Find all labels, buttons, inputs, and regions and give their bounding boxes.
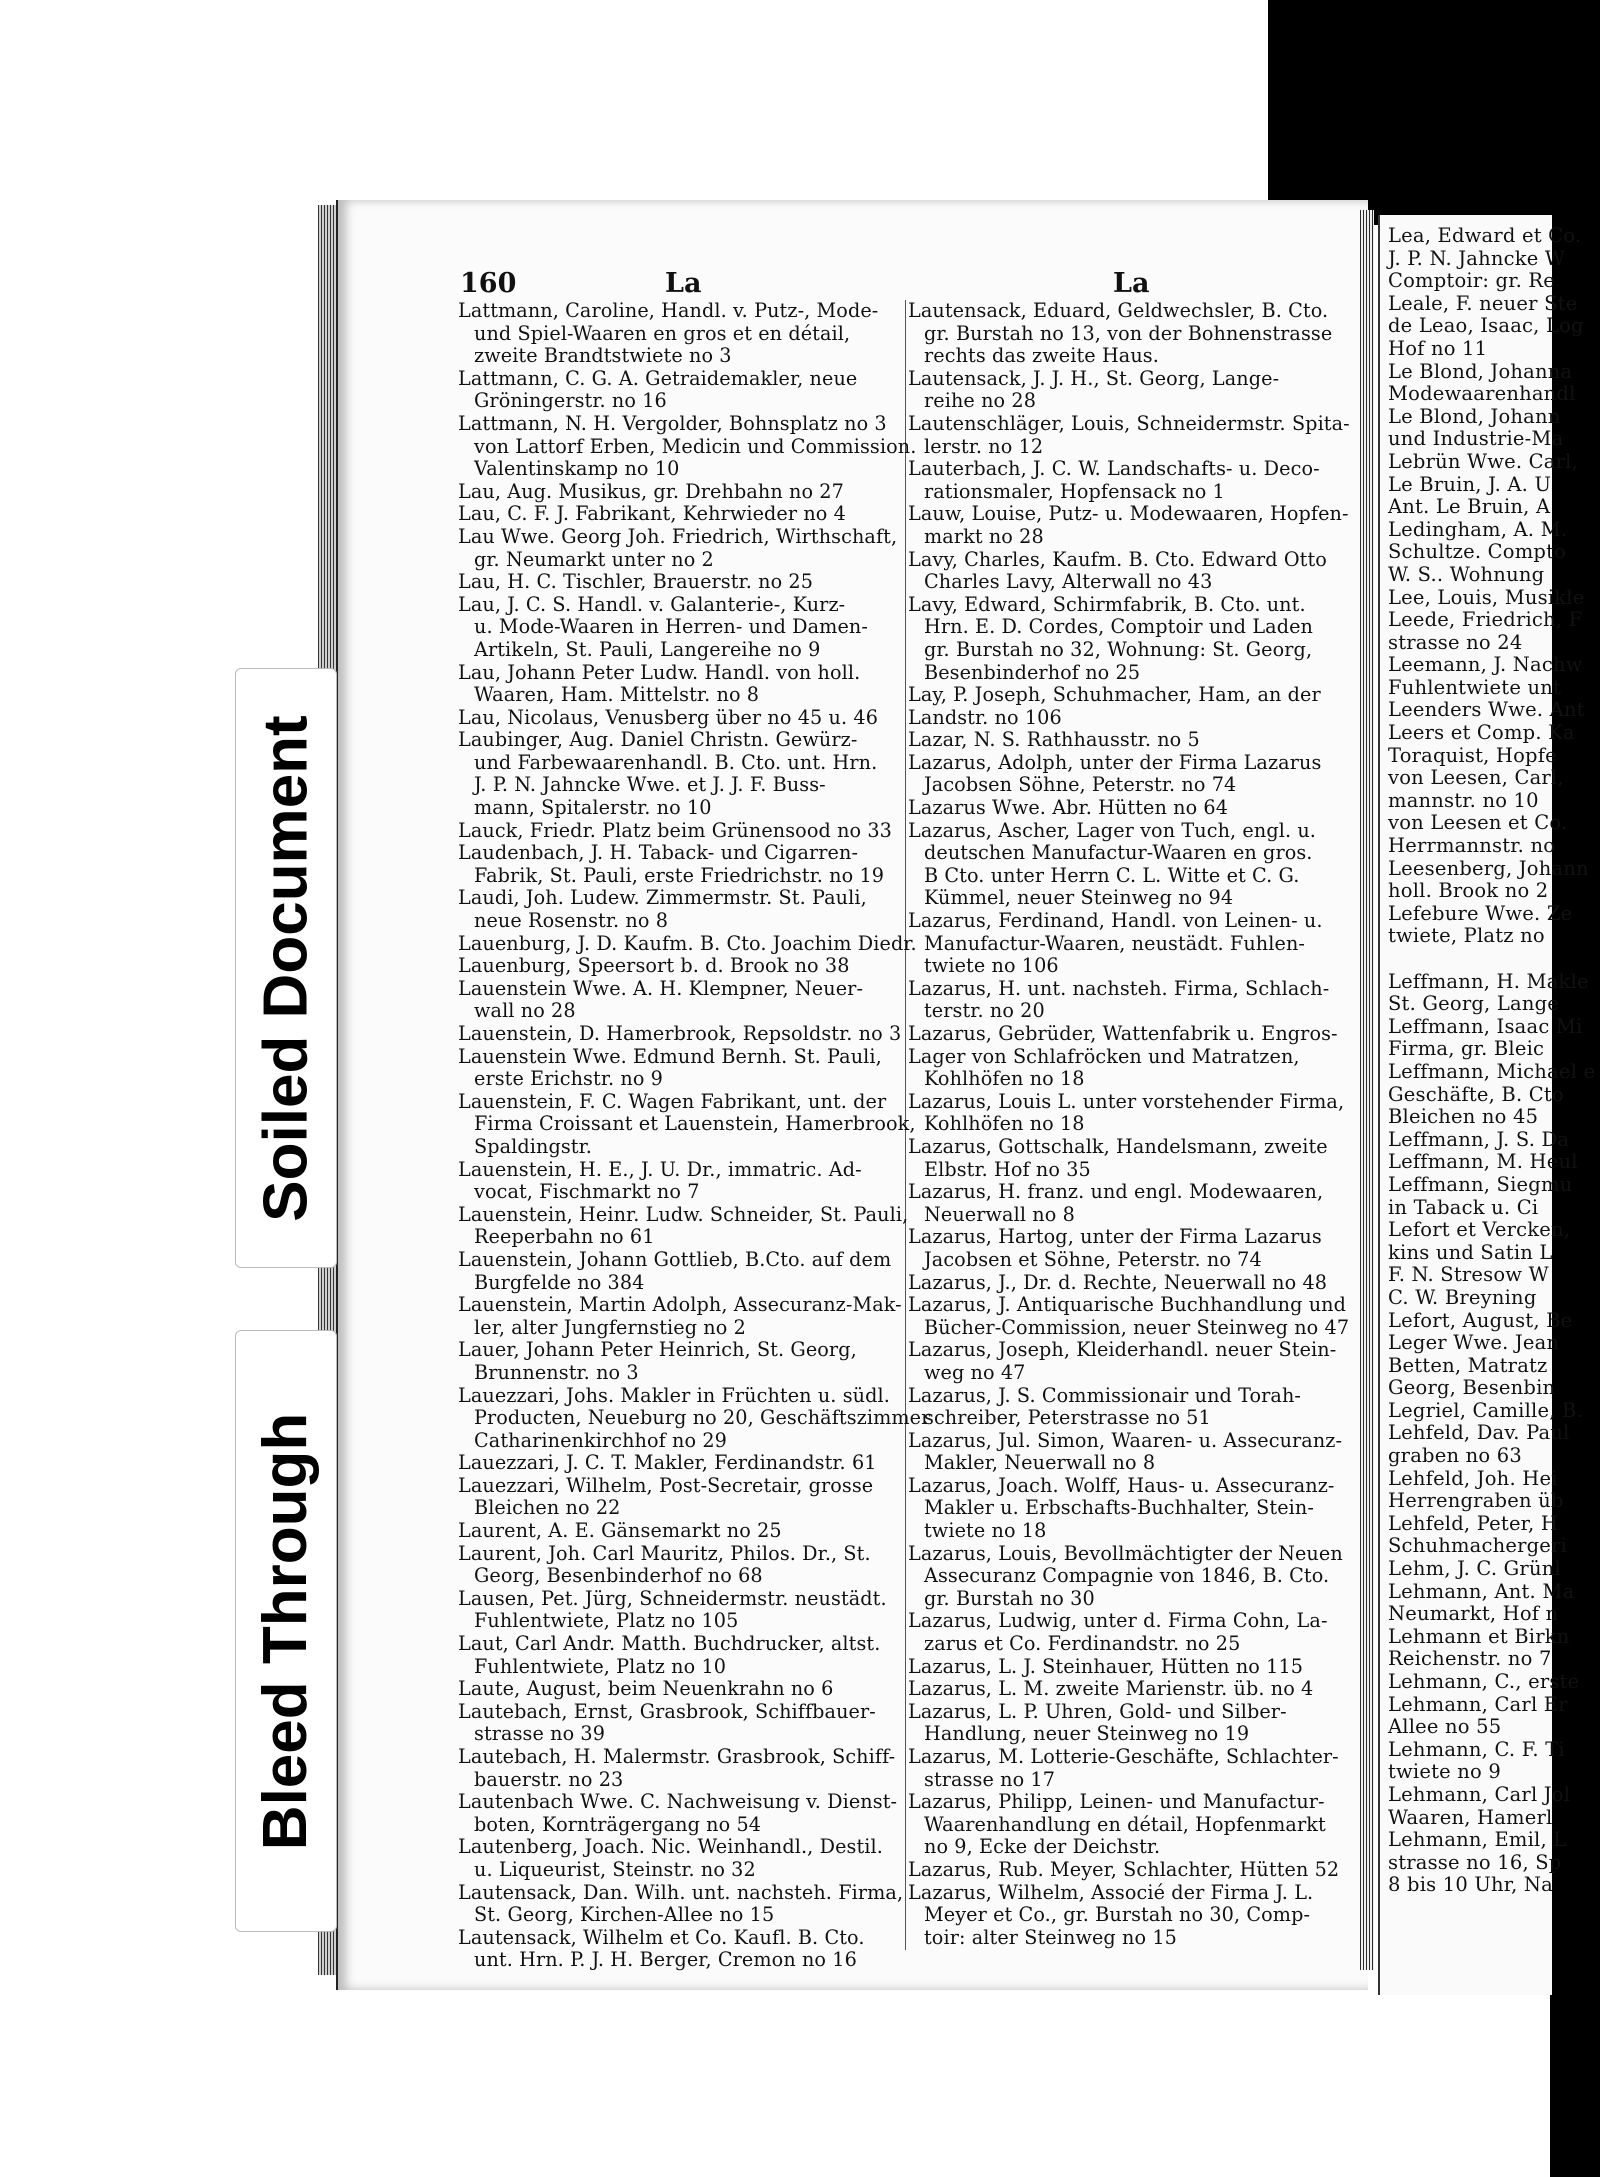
soiled-document-text: Soiled Document: [251, 714, 321, 1222]
facing-entry-line: Lehmann, Ant. Ma: [1388, 1579, 1575, 1603]
entry-line: unt. Hrn. P. J. H. Berger, Cremon no 16: [474, 1948, 857, 1972]
facing-entry-line: Lehfeld, Dav. Paul: [1388, 1421, 1570, 1445]
facing-entry-line: Waaren, Hamerl: [1388, 1805, 1553, 1829]
entry-line: Lazarus, Adolph, unter der Firma Lazarus: [908, 750, 1322, 774]
entry-line: Lauterbach, J. C. W. Landschafts- u. Deco-: [908, 457, 1320, 481]
entry-line: Producten, Neueburg no 20, Geschäftszimmer: [474, 1406, 931, 1430]
facing-page-text: [1388, 225, 1595, 1897]
facing-entry-line: und Industrie-Ma: [1388, 427, 1564, 451]
entry-line: twiete no 18: [924, 1519, 1047, 1543]
entry-line: Lazarus, Gebrüder, Wattenfabrik u. Engros-: [908, 1022, 1338, 1045]
entry-line: Georg, Besenbinderhof no 68: [474, 1564, 763, 1588]
left-column: [458, 299, 931, 1972]
entry-line: Jacobsen Söhne, Peterstr. no 74: [924, 773, 1237, 797]
entry-line: Elbstr. Hof no 35: [924, 1157, 1091, 1181]
entry-line: Lau, C. F. J. Fabrikant, Kehrwieder no 4: [458, 502, 846, 526]
entry-line: Waarenhandlung en détail, Hopfenmarkt: [924, 1812, 1326, 1836]
entry-line: Lauenburg, Speersort b. d. Brook no 38: [458, 954, 850, 978]
facing-entry-line: twiete, Platz no: [1388, 924, 1545, 948]
entry-line: bauerstr. no 23: [474, 1767, 624, 1791]
entry-line: Lazarus, L. M. zweite Marienstr. üb. no 4: [908, 1677, 1314, 1701]
entry-line: Lay, P. Joseph, Schuhmacher, Ham, an der: [908, 683, 1321, 707]
facing-entry-line: in Taback u. Ci: [1388, 1195, 1539, 1219]
facing-entry-line: twiete no 9: [1388, 1760, 1501, 1784]
facing-entry-line: [1388, 948, 1595, 971]
facing-entry-line: Bleichen no 45: [1388, 1105, 1539, 1129]
facing-entry-line: Legriel, Camille, B.: [1388, 1398, 1583, 1422]
entry-line: Fabrik, St. Pauli, erste Friedrichstr. no 19: [474, 863, 885, 887]
entry-line: gr. Neumarkt unter no 2: [474, 547, 714, 571]
entry-line: ler, alter Jungfernstieg no 2: [474, 1315, 746, 1339]
facing-page-fragment: [1378, 215, 1596, 1995]
facing-entry-line: Comptoir: gr. Re: [1388, 269, 1556, 293]
entry-line: Meyer et Co., gr. Burstah no 30, Comp-: [924, 1903, 1311, 1927]
entry-line: Lauezzari, J. C. T. Makler, Ferdinandstr. 61: [458, 1451, 877, 1475]
entry-line: gr. Burstah no 32, Wohnung: St. Georg,: [924, 637, 1313, 661]
facing-entry-line: Betten, Matratz: [1388, 1353, 1548, 1377]
entry-line: Makler, Neuerwall no 8: [924, 1451, 1156, 1475]
entry-line: u. Mode-Waaren in Herren- und Damen-: [474, 615, 868, 639]
running-header-left: La: [665, 268, 702, 299]
facing-entry-line: Leale, F. neuer Ste: [1388, 291, 1578, 315]
facing-entry-line: Lehmann, Carl Er: [1388, 1692, 1568, 1716]
facing-entry-line: Geschäfte, B. Cto: [1388, 1082, 1564, 1106]
entry-line: Handlung, neuer Steinweg no 19: [924, 1722, 1250, 1746]
entry-line: Lazarus, Ascher, Lager von Tuch, engl. u.: [908, 818, 1317, 842]
entry-line: Lavy, Edward, Schirmfabrik, B. Cto. unt.: [908, 592, 1306, 616]
entry-line: Lau Wwe. Georg Joh. Friedrich, Wirthschaft,: [458, 524, 898, 548]
entry-line: Lazarus, M. Lotterie-Geschäfte, Schlachter-: [908, 1745, 1339, 1768]
entry-line: Lau, Johann Peter Ludw. Handl. von holl.: [458, 660, 861, 684]
facing-entry-line: Leenders Wwe. Ant: [1388, 698, 1585, 722]
entry-line: Lazarus, Philipp, Leinen- und Manufactur-: [908, 1790, 1325, 1814]
facing-entry-line: Le Blond, Johanna: [1388, 359, 1573, 383]
facing-entry-line: Lehfeld, Peter, H: [1388, 1511, 1559, 1535]
entry-line: Spaldingstr.: [474, 1134, 592, 1158]
facing-entry-line: Leffmann, J. S. Da: [1388, 1127, 1570, 1151]
entry-line: Lautenbach Wwe. C. Nachweisung v. Dienst-: [458, 1790, 898, 1814]
bleed-through-label: [235, 1330, 337, 1932]
entry-line: Lazarus, Louis L. unter vorstehender Firma,: [908, 1089, 1345, 1113]
facing-entry-line: Leger Wwe. Jean: [1388, 1331, 1560, 1355]
entry-line: mann, Spitalerstr. no 10: [474, 796, 712, 820]
facing-entry-line: Ledingham, A. M.: [1388, 517, 1568, 541]
entry-line: no 9, Ecke der Deichstr.: [924, 1835, 1161, 1859]
facing-entry-line: holl. Brook no 2: [1388, 879, 1549, 903]
facing-entry-line: von Leesen et Co.: [1388, 811, 1568, 835]
facing-entry-line: Schuhmachergeri: [1388, 1534, 1567, 1558]
entry-line: Fuhlentwiete, Platz no 105: [474, 1609, 739, 1633]
entry-line: Bleichen no 22: [474, 1496, 621, 1520]
facing-entry-line: Leffmann, H. Makle: [1388, 969, 1589, 993]
facing-entry-line: Herrengraben üb: [1388, 1489, 1564, 1513]
soiled-document-label: [235, 668, 337, 1268]
entry-line: rationsmaler, Hopfensack no 1: [924, 479, 1225, 503]
facing-entry-line: Lefort et Vercken,: [1388, 1218, 1571, 1242]
facing-entry-line: Lehm, J. C. Grünl: [1388, 1557, 1561, 1581]
facing-entry-line: Leesenberg, Johann: [1388, 856, 1589, 880]
facing-entry-line: Firma, gr. Bleic: [1388, 1037, 1545, 1061]
entry-line: Lazarus, Louis, Bevollmächtigter der Neuen: [908, 1541, 1343, 1565]
facing-entry-line: Ant. Le Bruin, A: [1388, 495, 1551, 519]
entry-line: Lazarus, Ferdinand, Handl. von Leinen- u.: [908, 909, 1323, 933]
facing-entry-line: Schultze. Compto: [1388, 540, 1567, 564]
facing-entry-line: von Leesen, Carl,: [1388, 766, 1564, 790]
entry-line: Lautensack, Dan. Wilh. unt. nachsteh. Firma,: [458, 1880, 904, 1904]
facing-entry-line: Leffmann, M. Heul: [1388, 1150, 1578, 1174]
entry-line: Lazarus, Joach. Wolff, Haus- u. Assecuranz-: [908, 1473, 1335, 1497]
entry-line: zarus et Co. Ferdinandstr. no 25: [924, 1632, 1241, 1656]
entry-line: Lau, J. C. S. Handl. v. Galanterie-, Kurz-: [458, 592, 846, 616]
entry-line: Lauenstein Wwe. Edmund Bernh. St. Pauli,: [458, 1044, 882, 1068]
entry-line: Lautensack, Wilhelm et Co. Kaufl. B. Cto.: [458, 1925, 865, 1949]
entry-line: Brunnenstr. no 3: [474, 1360, 639, 1384]
entry-line: Assecuranz Compagnie von 1846, B. Cto.: [924, 1564, 1330, 1588]
entry-line: Lau, Aug. Musikus, gr. Drehbahn no 27: [458, 479, 844, 503]
running-header-right: La: [1113, 268, 1150, 299]
facing-entry-line: Allee no 55: [1388, 1715, 1502, 1739]
entry-line: zweite Brandtstwiete no 3: [474, 344, 732, 368]
entry-line: Lazarus, J., Dr. d. Rechte, Neuerwall no 48: [908, 1270, 1328, 1294]
entry-line: Lauenstein, Johann Gottlieb, B.Cto. auf dem: [458, 1247, 892, 1271]
page-number: 160: [460, 268, 517, 299]
entry-line: reihe no 28: [924, 389, 1036, 413]
entry-line: twiete no 106: [924, 954, 1059, 978]
entry-line: Lau, Nicolaus, Venusberg über no 45 u. 46: [458, 705, 879, 729]
facing-entry-line: Leemann, J. Nachw: [1388, 653, 1583, 677]
entry-line: Laurent, A. E. Gänsemarkt no 25: [458, 1519, 782, 1543]
entry-line: Burgfelde no 384: [474, 1270, 645, 1294]
entry-line: Valentinskamp no 10: [474, 457, 680, 481]
facing-entry-line: Georg, Besenbin: [1388, 1376, 1556, 1400]
right-column: [908, 300, 1360, 1949]
entry-line: Lazarus, Wilhelm, Associé der Firma J. L.: [908, 1880, 1314, 1904]
entry-line: Kohlhöfen no 18: [924, 1067, 1085, 1091]
facing-entry-line: Lee, Louis, Musikle: [1388, 585, 1585, 609]
facing-entry-line: Herrmannstr. no: [1388, 834, 1556, 858]
entry-line: Laurent, Joh. Carl Mauritz, Philos. Dr., St.: [458, 1541, 871, 1565]
entry-line: gr. Burstah no 30: [924, 1586, 1095, 1610]
entry-line: Lautenschläger, Louis, Schneidermstr. Spita-: [908, 411, 1350, 435]
entry-line: Waaren, Ham. Mittelstr. no 8: [474, 683, 760, 707]
entry-line: Hrn. E. D. Cordes, Comptoir und Laden: [924, 615, 1314, 639]
facing-entry-line: Lehmann, Carl Jol: [1388, 1782, 1571, 1806]
entry-line: Kümmel, neuer Steinweg no 94: [924, 886, 1234, 910]
entry-line: Artikeln, St. Pauli, Langereihe no 9: [474, 637, 821, 661]
entry-line: Lausen, Pet. Jürg, Schneidermstr. neustädt.: [458, 1586, 887, 1610]
facing-entry-line: Leffmann, Michael e: [1388, 1059, 1596, 1083]
entry-line: Lavy, Charles, Kaufm. B. Cto. Edward Otto: [908, 547, 1327, 571]
entry-line: Lazarus, L. P. Uhren, Gold- und Silber-: [908, 1699, 1287, 1723]
entry-line: Manufactur-Waaren, neustädt. Fuhlen-: [924, 931, 1305, 955]
entry-line: Lautebach, Ernst, Grasbrook, Schiffbauer-: [458, 1699, 876, 1723]
entry-line: Lazarus, Rub. Meyer, Schlachter, Hütten 52: [908, 1857, 1340, 1881]
entry-line: Jacobsen et Söhne, Peterstr. no 74: [924, 1247, 1262, 1271]
facing-entry-line: Hof no 11: [1388, 336, 1488, 360]
entry-line: Lazarus Wwe. Abr. Hütten no 64: [908, 796, 1229, 820]
facing-entry-line: Reichenstr. no 7: [1388, 1647, 1552, 1671]
facing-entry-line: graben no 63: [1388, 1444, 1522, 1468]
entry-line: strasse no 17: [924, 1767, 1056, 1791]
entry-line: erste Erichstr. no 9: [474, 1067, 663, 1091]
entry-line: Lauenstein, D. Hamerbrook, Repsoldstr. no 3: [458, 1022, 902, 1045]
entry-line: u. Liqueurist, Steinstr. no 32: [474, 1857, 756, 1881]
facing-entry-line: Lehmann et Birkn: [1388, 1624, 1570, 1648]
facing-entry-line: Le Blond, Johann: [1388, 404, 1561, 428]
entry-line: Lazarus, H. franz. und engl. Modewaaren,: [908, 1180, 1324, 1204]
facing-entry-line: Leffmann, Siegmu: [1388, 1172, 1573, 1196]
facing-entry-line: strasse no 16, Sp: [1388, 1850, 1562, 1874]
entry-line: Lau, H. C. Tischler, Brauerstr. no 25: [458, 570, 814, 594]
entry-line: Lautensack, Eduard, Geldwechsler, B. Cto.: [908, 299, 1329, 322]
bleed-through-text: Bleed Through: [251, 1412, 321, 1850]
facing-entry-line: strasse no 24: [1388, 630, 1523, 654]
entry-line: neue Rosenstr. no 8: [474, 909, 669, 933]
entry-line: Lazarus, Gottschalk, Handelsmann, zweite: [908, 1134, 1328, 1158]
entry-line: Lauenstein, F. C. Wagen Fabrikant, unt. der: [458, 1089, 887, 1113]
facing-entry-line: Leers et Comp. Ka: [1388, 721, 1575, 745]
entry-line: Fuhlentwiete, Platz no 10: [474, 1654, 727, 1678]
entry-line: Lazarus, Jul. Simon, Waaren- u. Assecuranz-: [908, 1428, 1343, 1452]
entry-line: Lazarus, Ludwig, unter d. Firma Cohn, La-: [908, 1609, 1328, 1633]
facing-entry-line: Leede, Friedrich, F: [1388, 608, 1583, 632]
entry-line: Lauenstein, Heinr. Ludw. Schneider, St. Pauli,: [458, 1202, 909, 1226]
facing-entry-line: Lefort, August, Be: [1388, 1308, 1573, 1332]
facing-entry-line: Lefebure Wwe. Ze: [1388, 901, 1573, 925]
entry-line: Bücher-Commission, neuer Steinweg no 47: [924, 1315, 1350, 1339]
facing-entry-line: Le Bruin, J. A. U: [1388, 472, 1552, 496]
entry-line: Laudenbach, J. H. Taback- und Cigarren-: [458, 841, 859, 865]
entry-line: deutschen Manufactur-Waaren en gros.: [924, 841, 1313, 865]
entry-line: Lauezzari, Wilhelm, Post-Secretair, grosse: [458, 1473, 874, 1497]
entry-line: Lautenberg, Joach. Nic. Weinhandl., Destil.: [458, 1835, 883, 1859]
entry-line: Lazarus, Joseph, Kleiderhandl. neuer Stein-: [908, 1338, 1337, 1362]
entry-line: B Cto. unter Herrn C. L. Witte et C. G.: [924, 863, 1300, 887]
entry-line: und Spiel-Waaren en gros et en détail,: [474, 321, 851, 345]
entry-line: Lauck, Friedr. Platz beim Grünensood no 33: [458, 818, 892, 842]
entry-line: Landstr. no 106: [908, 705, 1062, 729]
entry-line: Lattmann, N. H. Vergolder, Bohnsplatz no 3: [458, 411, 887, 435]
facing-entry-line: W. S.. Wohnung: [1388, 562, 1545, 586]
entry-line: Laut, Carl Andr. Matth. Buchdrucker, altst.: [458, 1632, 881, 1656]
entry-line: Lattmann, Caroline, Handl. v. Putz-, Mode-: [458, 299, 879, 322]
entry-line: terstr. no 20: [924, 999, 1045, 1023]
facing-entry-line: 8 bis 10 Uhr, Na: [1388, 1873, 1553, 1897]
entry-line: und Farbewaarenhandl. B. Cto. unt. Hrn.: [474, 750, 878, 774]
facing-entry-line: Leffmann, Isaac Mi: [1388, 1014, 1583, 1038]
entry-line: Lazar, N. S. Rathhausstr. no 5: [908, 728, 1200, 752]
entry-line: schreiber, Peterstrasse no 51: [924, 1406, 1211, 1430]
entry-line: Lattmann, C. G. A. Getraidemakler, neue: [458, 366, 858, 390]
entry-line: Laudi, Joh. Ludew. Zimmermstr. St. Pauli,: [458, 886, 867, 910]
entry-line: Lazarus, Hartog, unter der Firma Lazarus: [908, 1225, 1322, 1249]
entry-line: St. Georg, Kirchen-Allee no 15: [474, 1903, 775, 1927]
entry-line: markt no 28: [924, 524, 1044, 548]
facing-entry-line: mannstr. no 10: [1388, 788, 1539, 812]
entry-line: Lauer, Johann Peter Heinrich, St. Georg,: [458, 1338, 857, 1362]
facing-entry-line: Lebrün Wwe. Carl,: [1388, 449, 1578, 473]
entry-line: Besenbinderhof no 25: [924, 660, 1141, 684]
entry-line: Charles Lavy, Alterwall no 43: [924, 570, 1213, 594]
entry-line: Neuerwall no 8: [924, 1202, 1075, 1226]
entry-line: strasse no 39: [474, 1722, 606, 1746]
entry-line: Gröningerstr. no 16: [474, 389, 667, 413]
facing-entry-line: Lehfeld, Joh. Hei: [1388, 1466, 1558, 1490]
entry-line: Lauenstein Wwe. A. H. Klempner, Neuer-: [458, 976, 864, 1000]
entry-line: gr. Burstah no 13, von der Bohnenstrasse: [924, 321, 1333, 345]
entry-line: Reeperbahn no 61: [474, 1225, 655, 1249]
entry-line: Laute, August, beim Neuenkrahn no 6: [458, 1677, 834, 1701]
facing-entry-line: de Leao, Isaac, Log: [1388, 314, 1584, 338]
entry-line: boten, Kornträgergang no 54: [474, 1812, 762, 1836]
facing-entry-line: J. P. N. Jahncke W: [1388, 246, 1566, 270]
entry-line: Laubinger, Aug. Daniel Christn. Gewürz-: [458, 728, 858, 752]
entry-line: toir: alter Steinweg no 15: [924, 1925, 1177, 1949]
facing-entry-line: Lehmann, Emil, L: [1388, 1828, 1567, 1852]
entry-line: Lauenstein, H. E., J. U. Dr., immatric. Ad-: [458, 1157, 862, 1181]
entry-line: J. P. N. Jahncke Wwe. et J. J. F. Buss-: [474, 773, 826, 797]
entry-line: wall no 28: [474, 999, 576, 1023]
facing-entry-line: Lehmann, C. F. Ti: [1388, 1737, 1565, 1761]
entry-line: von Lattorf Erben, Medicin und Commission.: [474, 434, 917, 458]
entry-line: Lazarus, H. unt. nachsteh. Firma, Schlach-: [908, 976, 1330, 1000]
facing-entry-line: kins und Satin L: [1388, 1240, 1553, 1264]
entry-line: Lauenstein, Martin Adolph, Assecuranz-Mak-: [458, 1293, 902, 1317]
entry-line: Catharinenkirchhof no 29: [474, 1428, 727, 1452]
entry-line: Lazarus, L. J. Steinhauer, Hütten no 115: [908, 1654, 1304, 1678]
facing-entry-line: Toraquist, Hopfe: [1388, 743, 1557, 767]
facing-entry-line: Modewaarenhandl: [1388, 382, 1576, 406]
entry-line: Lauw, Louise, Putz- u. Modewaaren, Hopfen-: [908, 502, 1349, 526]
entry-line: Lazarus, J. Antiquarische Buchhandlung und: [908, 1293, 1346, 1317]
facing-entry-line: C. W. Breyning: [1388, 1285, 1537, 1309]
entry-line: Lauezzari, Johs. Makler in Früchten u. südl.: [458, 1383, 890, 1407]
facing-entry-line: Lehmann, C., erste: [1388, 1670, 1580, 1693]
page-fore-edge: [1360, 210, 1374, 1970]
entry-line: Makler u. Erbschafts-Buchhalter, Stein-: [924, 1496, 1314, 1520]
entry-line: rechts das zweite Haus.: [924, 344, 1159, 368]
entry-line: lerstr. no 12: [924, 434, 1044, 458]
entry-line: Lauenburg, J. D. Kaufm. B. Cto. Joachim Diedr.: [458, 931, 917, 955]
entry-line: Lautebach, H. Malermstr. Grasbrook, Schiff-: [458, 1745, 896, 1768]
facing-entry-line: Lea, Edward et Co.: [1388, 224, 1582, 247]
entry-line: vocat, Fischmarkt no 7: [474, 1180, 700, 1204]
facing-entry-line: F. N. Stresow W: [1388, 1263, 1549, 1287]
entry-line: weg no 47: [924, 1360, 1026, 1384]
entry-line: Kohlhöfen no 18: [924, 1112, 1085, 1136]
entry-line: Firma Croissant et Lauenstein, Hamerbrook,: [474, 1112, 916, 1136]
entry-line: Lazarus, J. S. Commissionair und Torah-: [908, 1383, 1302, 1407]
facing-entry-line: Fuhlentwiete unt: [1388, 675, 1562, 699]
entry-line: Lautensack, J. J. H., St. Georg, Lange-: [908, 366, 1280, 390]
entry-line: Lager von Schlafröcken und Matratzen,: [908, 1044, 1300, 1068]
facing-entry-line: Neumarkt, Hof n: [1388, 1602, 1559, 1626]
facing-entry-line: St. Georg, Lange: [1388, 992, 1560, 1016]
